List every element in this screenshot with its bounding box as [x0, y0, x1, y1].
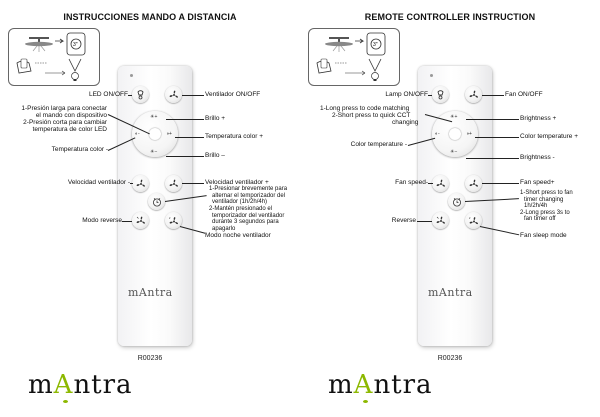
lamp-power-button[interactable] [132, 86, 149, 103]
label-reverse: Modo reverse [82, 217, 122, 224]
lamp-power-button[interactable] [432, 86, 449, 103]
svg-text:z: z [468, 215, 470, 220]
label-timer-3: 1h/2h/4h [524, 203, 548, 209]
sun-plus-icon: ☀+ [450, 114, 458, 120]
svg-text:3": 3" [373, 42, 378, 48]
sun-minus-icon: ☀− [150, 149, 158, 155]
fan-power-icon [469, 90, 479, 100]
bulb-icon [372, 73, 379, 82]
label-speed-down: Fan speed- [395, 179, 428, 186]
ceiling-fan-icon [25, 37, 53, 52]
label-reverse: Reverse [391, 217, 416, 224]
label-sleep: Fan sleep mode [520, 232, 567, 239]
fan-power-button[interactable] [165, 86, 182, 103]
sun-minus-icon: ☀− [450, 149, 458, 155]
arrow-icon [355, 39, 363, 43]
label-timer-5: fan timer off [524, 216, 556, 222]
label-timer-1: 1-Presionar brevemente para [209, 186, 288, 192]
label-timer-3: ventilador (1h/2h/4h) [212, 199, 268, 205]
label-cct-up: Color temperature + [520, 133, 578, 140]
label-speed-up: Fan speed+ [520, 179, 555, 186]
label-timer-5: temporizador del ventilador [212, 212, 285, 219]
pairing-illustration [308, 28, 400, 86]
title-en: REMOTE CONTROLLER INSTRUCTION [364, 12, 536, 22]
instructions-en [300, 0, 600, 417]
label-bright-up: Brillo + [205, 115, 226, 122]
cct-plus-icon: ◑+ [166, 131, 172, 137]
fan-speed-icon [469, 179, 479, 189]
label-pair-4: temperatura de color LED [32, 126, 107, 133]
label-speed-up: Velocidad ventilador + [205, 179, 269, 186]
timer-icon [452, 197, 462, 207]
label-timer-7: apagarlo [212, 225, 236, 232]
hand-remote-icon [317, 59, 331, 73]
label-cct-down: Temperatura color - [51, 146, 108, 153]
fan-speed-icon [169, 179, 179, 189]
label-timer-2: timer changing [524, 196, 564, 203]
fan-speed-icon [436, 179, 446, 189]
label-timer-4: 2-Mantén presionado el [209, 206, 273, 212]
brand-leaf-icon [363, 400, 368, 403]
timer-icon [152, 197, 162, 207]
remote-mini-icon [367, 33, 385, 55]
remote-logo: mAntra [428, 286, 473, 299]
label-pair-2: el mando con dispositivo [35, 112, 107, 119]
label-speed-down: Velocidad ventilador - [67, 179, 130, 186]
label-pair-3: 2-Presión corta para cambiar [23, 119, 107, 126]
sun-plus-icon: ☀+ [150, 114, 158, 120]
label-pair-1: 1-Long press to code matching [320, 105, 410, 112]
brand-logo: mAntra [28, 370, 133, 400]
fan-speed-up-button[interactable] [465, 175, 482, 192]
label-bright-down: Brightness - [520, 154, 555, 161]
label-led: Lamp ON/OFF [385, 91, 428, 98]
cct-plus-icon: ◑+ [466, 131, 472, 137]
hand-remote-icon [17, 59, 31, 73]
fan-speed-down-button[interactable] [132, 175, 149, 192]
fan-speed-down-button[interactable] [432, 175, 449, 192]
reverse-button[interactable] [432, 212, 449, 229]
svg-text:3": 3" [73, 42, 78, 48]
remote-logo: mAntra [128, 286, 173, 299]
lamp-power-icon [136, 89, 145, 100]
label-pair-1: 1-Presión larga para conectar [21, 105, 107, 112]
sleep-icon [469, 216, 479, 226]
cct-minus-icon: ◐- [135, 131, 140, 137]
label-timer-4: 2-Long press 3s to [520, 209, 570, 216]
model-code: R00236 [137, 355, 163, 362]
cct-minus-icon: ◐- [435, 131, 440, 137]
fan-timer-button[interactable] [448, 193, 465, 210]
fan-power-icon [169, 90, 179, 100]
ceiling-fan-icon [325, 37, 353, 52]
brand-logo: mAntra [328, 370, 433, 400]
brand-leaf-icon [63, 400, 68, 403]
remote-mini-icon [67, 33, 85, 55]
reverse-icon [136, 216, 146, 226]
lamp-power-icon [436, 89, 445, 100]
label-cct-down: Color temperature - [350, 141, 407, 148]
pairing-illustration [8, 28, 100, 86]
cct-center-button[interactable] [449, 128, 461, 140]
label-cct-up: Temperatura color + [205, 133, 263, 140]
label-pair-2: 2-Short press to quick CCT [332, 112, 411, 119]
label-timer-1: 1-Short press to fan [520, 190, 573, 196]
reverse-button[interactable] [132, 212, 149, 229]
fan-power-button[interactable] [465, 86, 482, 103]
svg-text:z: z [168, 215, 170, 220]
label-pair-3: changing [392, 119, 419, 126]
bulb-icon [72, 73, 79, 82]
model-code: R00236 [437, 355, 463, 362]
label-fan: Ventilador ON/OFF [205, 91, 261, 98]
fan-speed-up-button[interactable] [165, 175, 182, 192]
cct-center-button[interactable] [149, 128, 161, 140]
reverse-icon [436, 216, 446, 226]
indicator-led [430, 74, 433, 77]
label-bright-up: Brightness + [520, 115, 557, 122]
label-timer-2: alternar el temporizador del [212, 192, 286, 199]
label-timer-6: durante 3 segundos para [212, 219, 279, 225]
label-led: LED ON/OFF [88, 91, 128, 98]
label-bright-down: Brillo – [205, 152, 225, 159]
indicator-led [130, 74, 133, 77]
arrow-icon [55, 39, 63, 43]
sleep-icon [169, 216, 179, 226]
fan-speed-icon [136, 179, 146, 189]
label-fan: Fan ON/OFF [505, 91, 543, 98]
label-sleep: Modo noche ventilador [205, 232, 271, 239]
fan-timer-button[interactable] [148, 193, 165, 210]
title-es: INSTRUCCIONES MANDO A DISTANCIA [63, 12, 237, 22]
